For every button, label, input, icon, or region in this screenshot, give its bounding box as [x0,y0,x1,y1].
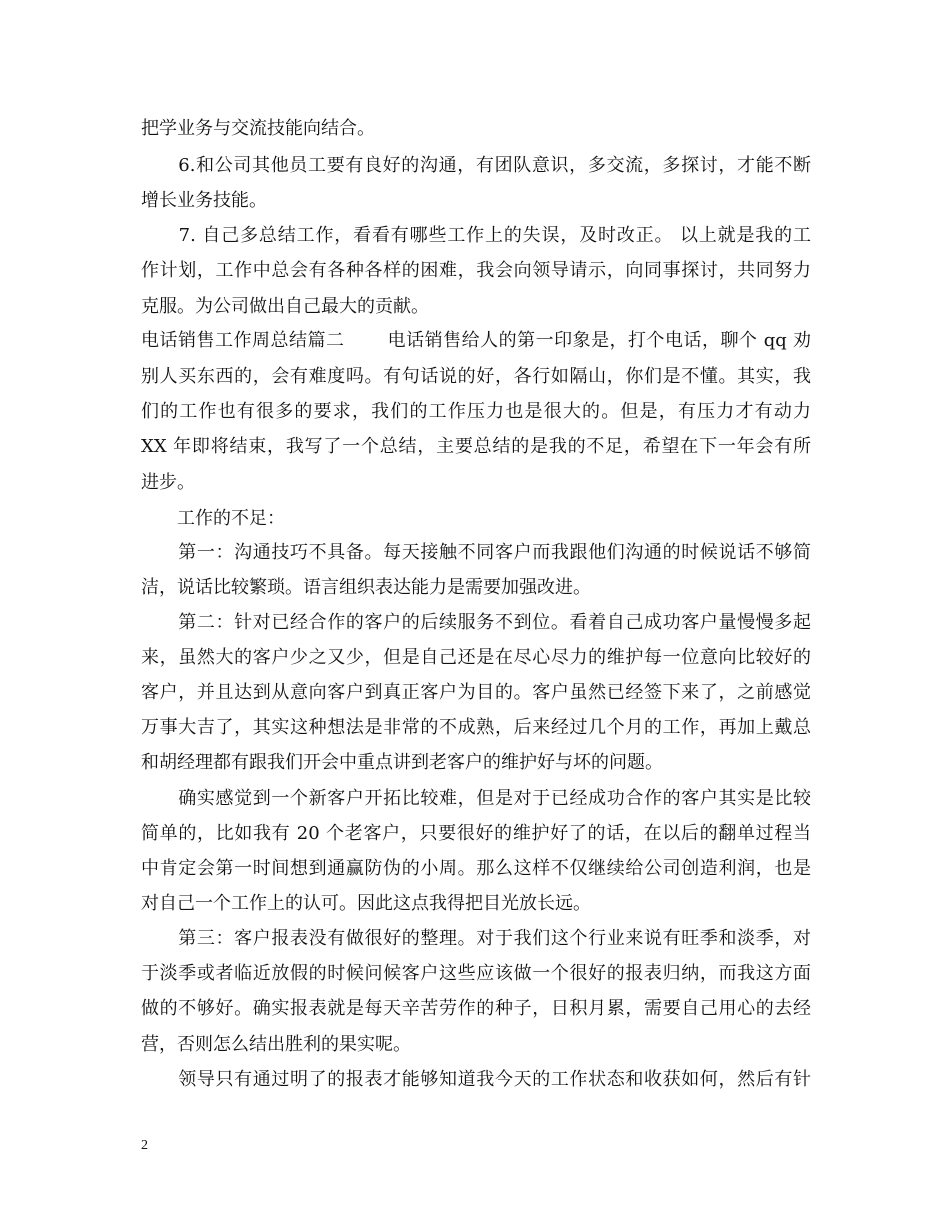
text-line: 简单的，比如我有 20 个老客户，只要很好的维护好了的话，在以后的翻单过程当 [141,823,811,844]
text-line: 电话销售工作周总结篇二 电话销售给人的第一印象是，打个电话，聊个 qq 劝 [141,330,811,351]
text-line: 做的不够好。确实报表就是每天辛苦劳作的种子，日积月累，需要自己用心的去经 [141,998,811,1019]
page-number: 2 [141,1138,148,1153]
text-line: 作计划，工作中总会有各种各样的困难，我会向领导请示，向同事探讨，共同努力 [141,260,811,281]
text-line: 增长业务技能。 [141,190,267,211]
text-line: 营，否则怎么结出胜利的果实呢。 [141,1034,411,1055]
text-line: 6.和公司其他员工要有良好的沟通，有团队意识，多交流，多探讨，才能不断 [141,155,811,176]
text-line: 领导只有通过明了的报表才能够知道我今天的工作状态和收获如何，然后有针 [141,1069,811,1090]
text-line: 中肯定会第一时间想到通赢防伪的小周。那么这样不仅继续给公司创造利润，也是 [141,858,811,879]
text-line: 确实感觉到一个新客户开拓比较难，但是对于已经成功合作的客户其实是比较 [141,788,811,809]
text-line: 们的工作也有很多的要求，我们的工作压力也是很大的。但是，有压力才有动力 [141,401,811,422]
text-line: 第一：沟通技巧不具备。每天接触不同客户而我跟他们沟通的时候说话不够简 [141,542,811,563]
text-line: 别人买东西的，会有难度吗。有句话说的好，各行如隔山，你们是不懂。其实，我 [141,366,811,387]
text-line: 7. 自己多总结工作，看看有哪些工作上的失误，及时改正。 以上就是我的工 [141,225,811,246]
text-line: 把学业务与交流技能向结合。 [141,118,375,139]
text-line: 万事大吉了，其实这种想法是非常的不成熟，后来经过几个月的工作，再加上戴总 [141,717,811,738]
text-line: 第三：客户报表没有做很好的整理。对于我们这个行业来说有旺季和淡季，对 [141,928,811,949]
text-line: 对自己一个工作上的认可。因此这点我得把目光放长远。 [141,893,591,914]
text-line: 于淡季或者临近放假的时候问候客户这些应该做一个很好的报表归纳，而我这方面 [141,963,811,984]
text-line: 克服。为公司做出自己最大的贡献。 [141,296,429,317]
text-line: 洁，说话比较繁琐。语言组织表达能力是需要加强改进。 [141,577,591,598]
text-line: 和胡经理都有跟我们开会中重点讲到老客户的维护好与坏的问题。 [141,752,663,773]
text-line: XX 年即将结束，我写了一个总结，主要总结的是我的不足，希望在下一年会有所 [141,436,811,457]
text-line: 客户，并且达到从意向客户到真正客户为目的。客户虽然已经签下来了，之前感觉 [141,682,811,703]
text-line: 工作的不足： [141,508,285,529]
text-line: 进步。 [141,472,195,493]
text-line: 来，虽然大的客户少之又少，但是自己还是在尽心尽力的维护每一位意向比较好的 [141,647,811,668]
text-line: 第二：针对已经合作的客户的后续服务不到位。看着自己成功客户量慢慢多起 [141,612,811,633]
